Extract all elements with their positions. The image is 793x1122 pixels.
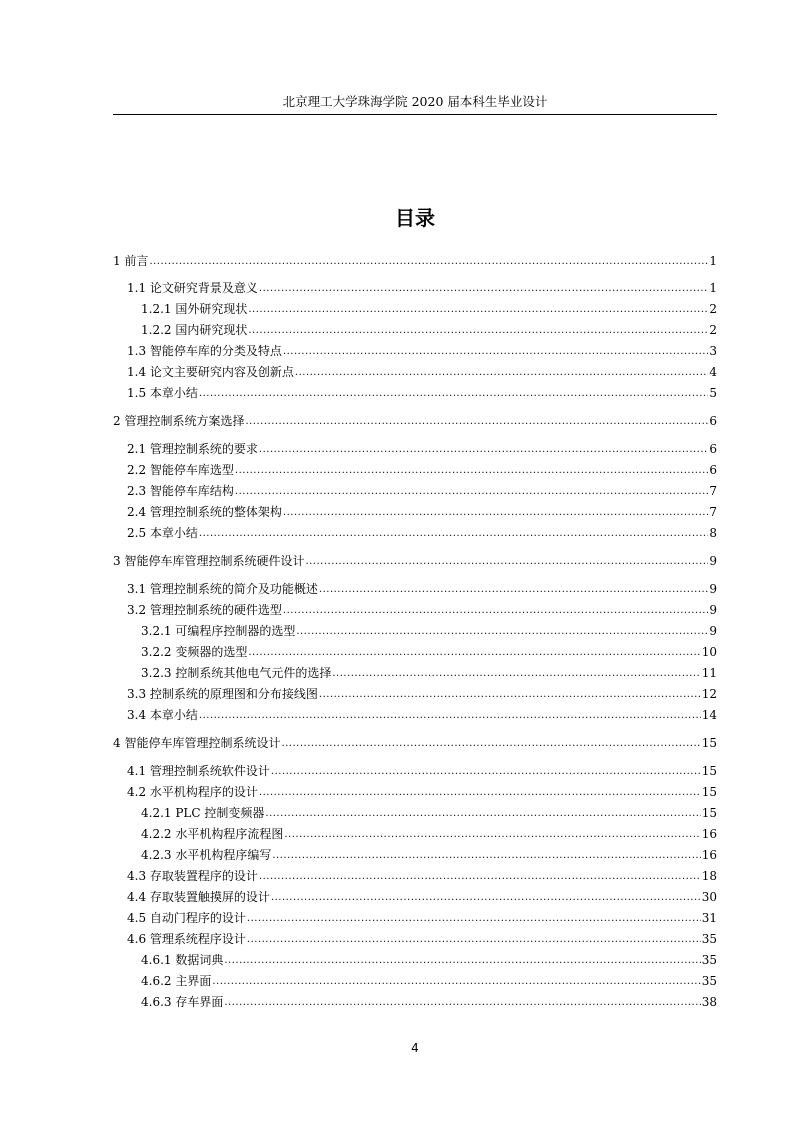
toc-entry-label: 4.6.1 数据词典 bbox=[141, 953, 224, 967]
toc-entry-label: 4.2.2 水平机构程序流程图 bbox=[141, 827, 284, 841]
dot-leader bbox=[235, 464, 708, 478]
toc-entry-label: 1.5 本章小结 bbox=[127, 386, 198, 400]
toc-entry-page: 7 bbox=[709, 484, 717, 498]
toc-entry-page: 11 bbox=[701, 666, 717, 680]
toc-entry[interactable] bbox=[141, 971, 717, 989]
dot-leader bbox=[283, 345, 708, 359]
toc-entry[interactable] bbox=[127, 579, 717, 597]
toc-entry-page: 2 bbox=[709, 302, 717, 316]
dot-leader bbox=[259, 870, 701, 884]
toc-entry[interactable] bbox=[127, 278, 717, 296]
toc-entry-page: 15 bbox=[701, 736, 717, 750]
toc-entry[interactable] bbox=[141, 299, 717, 317]
dot-leader bbox=[235, 485, 708, 499]
toc-entry-page: 2 bbox=[709, 323, 717, 337]
toc-entry-label: 2.5 本章小结 bbox=[127, 526, 198, 540]
toc-entry-label: 3 智能停车库管理控制系统硬件设计 bbox=[113, 554, 305, 568]
toc-entry[interactable] bbox=[127, 782, 717, 800]
dot-leader bbox=[283, 604, 708, 618]
toc-entry[interactable] bbox=[127, 600, 717, 618]
toc-entry-label: 1.2.1 国外研究现状 bbox=[141, 302, 248, 316]
toc-entry-page: 8 bbox=[709, 526, 717, 540]
dot-leader bbox=[212, 975, 700, 989]
toc-entry[interactable] bbox=[127, 908, 717, 926]
toc-entry-label: 4.3 存取装置程序的设计 bbox=[127, 869, 258, 883]
dot-leader bbox=[247, 912, 701, 926]
toc-entry-page: 16 bbox=[701, 848, 717, 862]
toc-entry[interactable] bbox=[141, 621, 717, 639]
toc-entry-page: 1 bbox=[709, 281, 717, 295]
toc-entry-page: 35 bbox=[701, 974, 717, 988]
toc-entry-label: 4.5 自动门程序的设计 bbox=[127, 911, 246, 925]
page-number: 4 bbox=[411, 1041, 419, 1055]
toc-entry-label: 2.3 智能停车库结构 bbox=[127, 484, 234, 498]
toc-entry-label: 3.2 管理控制系统的硬件选型 bbox=[127, 603, 282, 617]
dot-leader bbox=[271, 765, 701, 779]
toc-entry[interactable] bbox=[127, 866, 717, 884]
toc-entry-page: 15 bbox=[701, 764, 717, 778]
dot-leader bbox=[265, 807, 700, 821]
toc-entry[interactable] bbox=[127, 383, 717, 401]
toc-entry-label: 4.2 水平机构程序的设计 bbox=[127, 785, 258, 799]
toc-entry-label: 3.1 管理控制系统的简介及功能概述 bbox=[127, 582, 318, 596]
toc-entry[interactable] bbox=[113, 251, 717, 269]
dot-leader bbox=[281, 737, 700, 751]
toc-entry[interactable] bbox=[127, 341, 717, 359]
dot-leader bbox=[248, 324, 708, 338]
toc-entry-label: 4.1 管理控制系统软件设计 bbox=[127, 764, 270, 778]
toc-title: 目录 bbox=[395, 206, 435, 230]
toc-entry-page: 12 bbox=[701, 687, 717, 701]
toc-entry-label: 3.4 本章小结 bbox=[127, 708, 198, 722]
dot-leader bbox=[259, 443, 708, 457]
toc-entry[interactable] bbox=[127, 929, 717, 947]
dot-leader bbox=[295, 366, 708, 380]
dot-leader bbox=[272, 849, 700, 863]
toc-entry-page: 9 bbox=[709, 582, 717, 596]
dot-leader bbox=[247, 933, 701, 947]
toc-entry[interactable] bbox=[127, 887, 717, 905]
toc-entry-page: 4 bbox=[709, 365, 717, 379]
toc-entry[interactable] bbox=[127, 523, 717, 541]
toc-entry[interactable] bbox=[141, 803, 717, 821]
dot-leader bbox=[224, 954, 700, 968]
toc-entry-page: 38 bbox=[701, 995, 717, 1009]
toc-entry-label: 4.4 存取装置触摸屏的设计 bbox=[127, 890, 270, 904]
toc-entry[interactable] bbox=[127, 684, 717, 702]
toc-entry-page: 6 bbox=[709, 414, 717, 428]
toc-entry-page: 3 bbox=[709, 344, 717, 358]
toc-entry-page: 14 bbox=[701, 708, 717, 722]
toc-entry[interactable] bbox=[113, 551, 717, 569]
toc-entry-label: 4.6.2 主界面 bbox=[141, 974, 212, 988]
toc-entry-label: 1.1 论文研究背景及意义 bbox=[127, 281, 258, 295]
dot-leader bbox=[259, 786, 701, 800]
dot-leader bbox=[283, 506, 708, 520]
toc-entry-page: 10 bbox=[701, 645, 717, 659]
dot-leader bbox=[319, 688, 701, 702]
dot-leader bbox=[284, 828, 700, 842]
dot-leader bbox=[259, 282, 708, 296]
toc-entry-label: 2.4 管理控制系统的整体架构 bbox=[127, 505, 282, 519]
toc-entry-page: 7 bbox=[709, 505, 717, 519]
toc-entry-page: 15 bbox=[701, 785, 717, 799]
toc-entry-label: 4.6.3 存车界面 bbox=[141, 995, 224, 1009]
dot-leader bbox=[271, 891, 701, 905]
toc-entry-page: 6 bbox=[709, 463, 717, 477]
toc-entry[interactable] bbox=[141, 320, 717, 338]
toc-entry[interactable] bbox=[141, 992, 717, 1010]
toc-entry-page: 35 bbox=[701, 932, 717, 946]
toc-entry[interactable] bbox=[141, 663, 717, 681]
dot-leader bbox=[296, 625, 708, 639]
toc-entry-page: 35 bbox=[701, 953, 717, 967]
dot-leader bbox=[199, 527, 708, 541]
toc-entry-page: 1 bbox=[709, 254, 717, 268]
dot-leader bbox=[199, 709, 701, 723]
toc-entry-page: 30 bbox=[701, 890, 717, 904]
dot-leader bbox=[149, 255, 708, 269]
dot-leader bbox=[332, 667, 700, 681]
toc-entry-page: 31 bbox=[701, 911, 717, 925]
toc-entry[interactable] bbox=[127, 439, 717, 457]
toc-entry-label: 1.4 论文主要研究内容及创新点 bbox=[127, 365, 294, 379]
dot-leader bbox=[248, 303, 708, 317]
toc-entry[interactable] bbox=[113, 411, 717, 429]
toc-entry-page: 9 bbox=[709, 624, 717, 638]
dot-leader bbox=[319, 583, 708, 597]
toc-entry[interactable] bbox=[141, 824, 717, 842]
page-header: 北京理工大学珠海学院 2020 届本科生毕业设计 bbox=[282, 94, 548, 109]
toc-entry[interactable] bbox=[127, 362, 717, 380]
dot-leader bbox=[248, 646, 700, 660]
toc-entry[interactable] bbox=[141, 642, 717, 660]
toc-entry[interactable] bbox=[141, 950, 717, 968]
toc-entry-label: 4.2.3 水平机构程序编写 bbox=[141, 848, 272, 862]
toc-entry-label: 2 管理控制系统方案选择 bbox=[113, 414, 245, 428]
toc-entry-label: 3.2.3 控制系统其他电气元件的选择 bbox=[141, 666, 332, 680]
toc-entry-label: 1.2.2 国内研究现状 bbox=[141, 323, 248, 337]
toc-entry-page: 9 bbox=[709, 554, 717, 568]
dot-leader bbox=[245, 415, 708, 429]
toc-entry[interactable] bbox=[127, 502, 717, 520]
dot-leader bbox=[199, 387, 708, 401]
toc-entry-label: 4 智能停车库管理控制系统设计 bbox=[113, 736, 281, 750]
toc-entry-label: 3.3 控制系统的原理图和分布接线图 bbox=[127, 687, 318, 701]
toc-entry[interactable] bbox=[127, 460, 717, 478]
toc-entry-label: 2.2 智能停车库选型 bbox=[127, 463, 234, 477]
toc-entry[interactable] bbox=[141, 845, 717, 863]
toc-entry-page: 18 bbox=[701, 869, 717, 883]
toc-entry-label: 4.6 管理系统程序设计 bbox=[127, 932, 246, 946]
toc-entry-page: 6 bbox=[709, 442, 717, 456]
dot-leader bbox=[305, 555, 708, 569]
toc-entry[interactable] bbox=[127, 705, 717, 723]
dot-leader bbox=[224, 996, 700, 1010]
toc-entry[interactable] bbox=[127, 761, 717, 779]
toc-entry-label: 3.2.2 变频器的选型 bbox=[141, 645, 248, 659]
toc-entry-label: 2.1 管理控制系统的要求 bbox=[127, 442, 258, 456]
toc-entry-page: 9 bbox=[709, 603, 717, 617]
toc-entry-label: 4.2.1 PLC 控制变频器 bbox=[141, 806, 265, 820]
toc-entry-label: 3.2.1 可编程序控制器的选型 bbox=[141, 624, 296, 638]
toc-entry[interactable] bbox=[127, 481, 717, 499]
toc-entry[interactable] bbox=[113, 733, 717, 751]
toc-entry-label: 1 前言 bbox=[113, 254, 149, 268]
toc-entry-page: 16 bbox=[701, 827, 717, 841]
toc-entry-page: 5 bbox=[709, 386, 717, 400]
toc-entry-label: 1.3 智能停车库的分类及特点 bbox=[127, 344, 282, 358]
toc-entry-page: 15 bbox=[701, 806, 717, 820]
